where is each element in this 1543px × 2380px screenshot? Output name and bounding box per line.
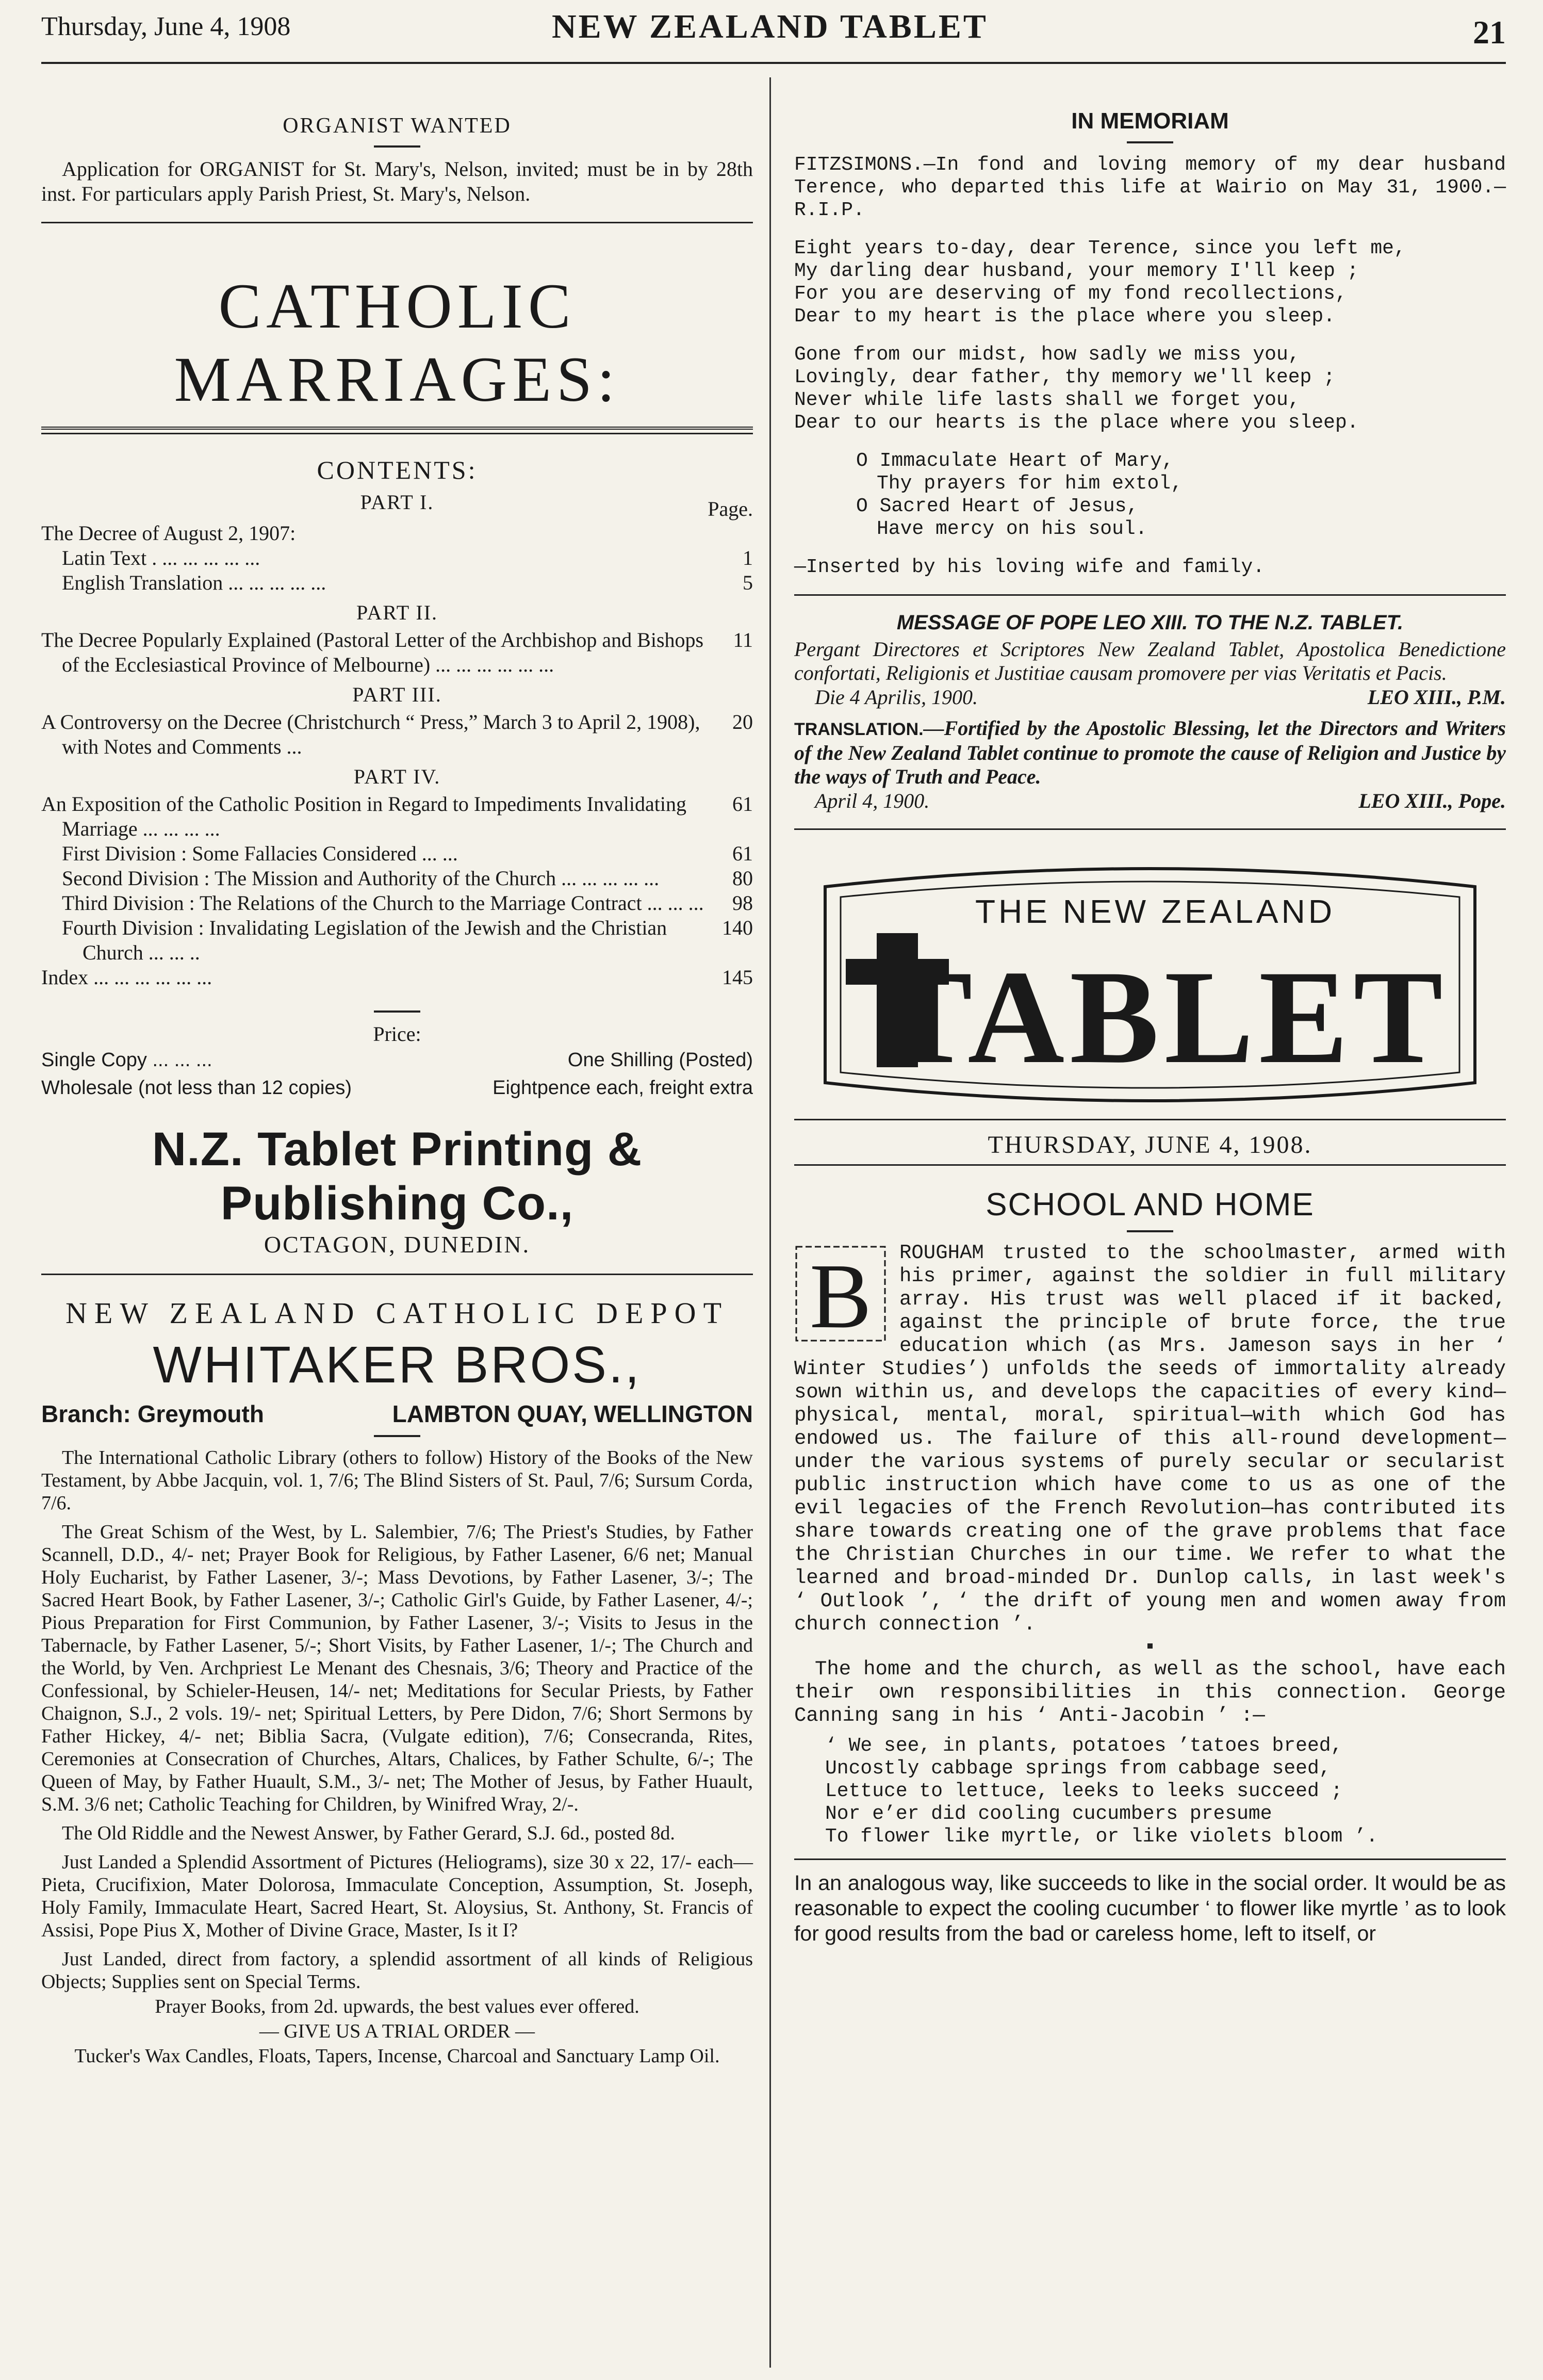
tablet-masthead xyxy=(794,856,1506,1114)
contents-heading: CONTENTS: xyxy=(317,455,478,484)
issue-date: THURSDAY, JUNE 4, 1908. xyxy=(988,1131,1312,1159)
translation-sign: LEO XIII., Pope. xyxy=(1358,789,1506,812)
divider xyxy=(41,222,753,223)
divider xyxy=(794,1164,1506,1166)
header-date: Thursday, June 4, 1908 xyxy=(41,12,291,41)
left-column xyxy=(41,77,753,2067)
quote-line: Nor e’er did cooling cucumbers presume xyxy=(825,1803,1272,1825)
translation-date: April 4, 1900. xyxy=(815,789,930,812)
toc-entry xyxy=(41,628,753,677)
verse-line: Dear to our hearts is the place where you sleep. xyxy=(794,412,1359,434)
page-column-label: Page. xyxy=(708,497,753,520)
depot-address: LAMBTON QUAY, WELLINGTON xyxy=(392,1400,753,1427)
column-rule xyxy=(769,77,771,2368)
verse-line: Lovingly, dear father, thy memory we'll keep ; xyxy=(794,366,1335,388)
quote-line: To flower like myrtle, or like violets bloom ’. xyxy=(825,1825,1378,1848)
depot-heading: NEW ZEALAND CATHOLIC DEPOT xyxy=(65,1296,729,1330)
toc-page: 11 xyxy=(733,628,753,651)
toc-entry xyxy=(41,521,753,546)
toc-entry xyxy=(41,841,753,866)
toc-entry xyxy=(41,546,753,570)
part-heading: PART III. xyxy=(352,683,442,706)
quote-line: ‘ We see, in plants, potatoes ’tatoes breed, xyxy=(825,1735,1343,1757)
pope-translation xyxy=(794,716,1506,789)
verse-line: Thy prayers for him extol, xyxy=(877,472,1183,495)
verse-line: Gone from our midst, how sadly we miss you, xyxy=(794,344,1300,366)
memoriam-inserted: —Inserted by his loving wife and family. xyxy=(794,556,1265,578)
price-heading: Price: xyxy=(373,1022,421,1046)
toc-text: An Exposition of the Catholic Position in Regard to Impediments Invalidating Marriage ... ... ... ... xyxy=(41,792,686,840)
part-heading: PART I. xyxy=(360,491,434,514)
memoriam-verse xyxy=(794,344,1506,434)
dropcap-letter: B xyxy=(809,1245,872,1343)
toc-text: First Division : Some Fallacies Considered ... ... xyxy=(62,842,458,865)
toc-page: 5 xyxy=(743,571,753,594)
ad-paragraph: The Great Schism of the West, by L. Salembier, 7/6; The Priest's Studies, by Father Scannell, D.D., 4/- net; Prayer Book for Religious, by Father Lasener, 6/6 net; Manual Holy Eucharist, by Father Lasener, 3/-; Mass Devotions, by Father Lasener, 3/-; The Sacred Heart Book, by Father Lasener, 3/-; Catholic Girl's Guide, by Father Lasener, 4/-; Pious Preparation for First Communion, by Father Lasener, 3/-; Visits to Jesus in the Tabernacle, by Father Lasener, 5/-; Short Visits, by Father Lasener, 1/-; The Church and the World, by Ven. Archpriest Le Menant des Chesnais, 3/6; Theory and Practice of the Confessional, by Schieler-Heusen, 14/- net; Meditations for Secular Priests, by Father Chaignon, S.J., 2 vols. 19/- net; Spiritual Letters, by Pere Didon, 7/6; Short Sermons by Father Hickey, 4/- net; Biblia Sacra, (Vulgate edition), 7/6; Consecranda, Rites, Ceremonies at Consecration of Churches, Altars, Chalices, by Father Schulte, 6/-; The Queen of May, by Father Huault, S.M., 3/- net; The Mother of Jesus, by Father Huault, S.M. 3/6 net; Catholic Teaching for Children, by Winifred Wray, 2/-. xyxy=(41,1521,753,1815)
divider xyxy=(794,594,1506,596)
toc-entry xyxy=(41,792,753,841)
toc-page: 80 xyxy=(732,867,753,890)
pope-latin-signature xyxy=(794,685,1506,709)
right-column xyxy=(794,77,1506,1946)
ad-paragraph: The International Catholic Library (others to follow) History of the Books of the New Testament, by Abbe Jacquin, vol. 1, 7/6; The Blind Sisters of St. Paul, 7/6; Sursum Corda, 7/6. xyxy=(41,1447,753,1514)
wholesale-price: Eightpence each, freight extra xyxy=(493,1077,753,1099)
toc-page: 61 xyxy=(732,792,753,816)
header-publication: NEW ZEALAND TABLET xyxy=(552,8,988,45)
divider xyxy=(41,1274,753,1275)
part-heading: PART II. xyxy=(356,601,438,624)
editorial-paragraph: The home and the church, as well as the school, have each their own responsibilities in this connection. George Canning sang in his ‘ Anti-Jacobin ’ :— xyxy=(794,1658,1506,1727)
toc-text: Third Division : The Relations of the Church to the Marriage Contract ... ... ... xyxy=(62,891,704,915)
divider xyxy=(794,1859,1506,1860)
divider xyxy=(374,1010,420,1013)
masthead-line1: THE NEW ZEALAND xyxy=(975,893,1336,930)
single-copy-price: One Shilling (Posted) xyxy=(567,1049,753,1071)
memoriam-notice: FITZSIMONS.—In fond and loving memory of my dear husband Terence, who departed this life at Wairio on May 31, 1900.—R.I.P. xyxy=(794,154,1506,221)
publisher-address: OCTAGON, DUNEDIN. xyxy=(264,1231,531,1258)
catholic-marriages-title: CATHOLIC MARRIAGES: xyxy=(174,271,620,415)
firm-name: WHITAKER BROS., xyxy=(153,1336,642,1394)
memoriam-heading: IN MEMORIAM xyxy=(1071,108,1229,134)
organist-heading: ORGANIST WANTED xyxy=(283,114,512,138)
page-number: 21 xyxy=(1473,14,1506,51)
translation-label: TRANSLATION. xyxy=(794,720,924,739)
toc-entry xyxy=(41,866,753,891)
divider xyxy=(374,1435,420,1437)
verse-line: Dear to my heart is the place where you sleep. xyxy=(794,305,1335,328)
verse-line: My darling dear husband, your memory I'll keep ; xyxy=(794,260,1359,282)
translation-text: —Fortified by the Apostolic Blessing, let the Directors and Writers of the New Zealand Tablet continue to promote the cause of Religion and Justice by the ways of Truth and Peace. xyxy=(794,716,1506,788)
toc-page: 20 xyxy=(732,710,753,733)
toc-entry xyxy=(41,916,753,965)
divider xyxy=(794,1119,1506,1120)
verse-line: Have mercy on his soul. xyxy=(877,518,1147,540)
branch-text: Branch: Greymouth xyxy=(41,1400,264,1427)
pope-message-heading: MESSAGE OF POPE LEO XIII. TO THE N.Z. TABLET. xyxy=(896,611,1404,634)
toc-entry xyxy=(41,891,753,916)
part-heading: PART IV. xyxy=(353,765,441,788)
divider xyxy=(1127,1230,1173,1232)
canning-quote xyxy=(825,1735,1506,1848)
price-row-wholesale xyxy=(41,1074,753,1102)
branch-row xyxy=(41,1400,753,1428)
ad-paragraph: Just Landed a Splendid Assortment of Pictures (Heliograms), size 30 x 22, 17/- each—Pieta, Crucifixion, Mater Dolorosa, Immaculate Conception, Assumption, St. Joseph, Holy Family, Immaculate Heart, Sacred Heart, St. Aloysius, St. Anthony, St. Francis of Assisi, Pope Pius X, Mother of Divine Grace, Master, Is it I? xyxy=(41,1851,753,1941)
toc-entry xyxy=(41,570,753,595)
toc-page: 145 xyxy=(722,966,753,989)
toc-page: 61 xyxy=(732,842,753,865)
memoriam-prayer xyxy=(794,450,1506,541)
pope-translation-signature xyxy=(794,789,1506,813)
toc-text: Fourth Division : Invalidating Legislation of the Jewish and the Christian Church ... ... .. xyxy=(62,916,667,964)
quote-line: Uncostly cabbage springs from cabbage seed, xyxy=(825,1757,1331,1780)
toc-text: The Decree of August 2, 1907: xyxy=(41,521,296,545)
candles-line: Tucker's Wax Candles, Floats, Tapers, Incense, Charcoal and Sanctuary Lamp Oil. xyxy=(74,2045,720,2067)
running-header xyxy=(41,0,1506,67)
toc-page: 98 xyxy=(732,891,753,915)
price-row-single xyxy=(41,1046,753,1074)
editorial-paragraph: In an analogous way, like succeeds to like in the social order. It would be as reasonable to expect the cooling cucumber ‘ to flower like myrtle ’ as to look for good results from the bad or careless home, left to itself, or xyxy=(794,1871,1506,1945)
quote-line: Lettuce to lettuce, leeks to leeks succeed ; xyxy=(825,1780,1343,1802)
trial-order-line: — GIVE US A TRIAL ORDER — xyxy=(259,2020,535,2042)
toc-entry xyxy=(41,710,753,759)
verse-line: Never while life lasts shall we forget you, xyxy=(794,389,1300,411)
verse-line: O Immaculate Heart of Mary, xyxy=(856,450,1174,472)
toc-entry-index xyxy=(41,965,753,990)
publisher-name: N.Z. Tablet Printing & Publishing Co., xyxy=(152,1123,643,1230)
latin-date: Die 4 Aprilis, 1900. xyxy=(815,686,978,709)
ad-paragraph: Just Landed, direct from factory, a splendid assortment of all kinds of Religious Objects; Supplies sent on Special Terms. xyxy=(41,1948,753,1993)
double-rule xyxy=(41,427,753,434)
organist-text: Application for ORGANIST for St. Mary's, Nelson, invited; must be in by 28th inst. For particulars apply Parish Priest, St. Mary's, Nelson. xyxy=(41,157,753,205)
separator-dot xyxy=(1147,1643,1153,1649)
divider xyxy=(794,828,1506,830)
pope-latin-text: Pergant Directores et Scriptores New Zealand Tablet, Apostolica Benedictione confortati, Religionis et Justitiae causam promovere per vias Veritatis et Pacis. xyxy=(794,638,1506,684)
editorial-paragraph: ROUGHAM trusted to the schoolmaster, armed with his primer, against the soldier in full military array. His trust was well placed if it backed, against the principle of brute force, the true education which (as Mrs. Jameson says in her ‘ Winter Studies’) unfolds the seeds of immortality already sown within us, and develops the capacities of every kind—physical, mental, moral, spiritual—with which God has endowed us. The failure of this all-round development—under the various systems of purely secular or secularist public instruction which have come to us as one of the evil legacies of the French Revolution—has contributed its share towards creating one of the grave problems that face the Christian Churches in our time. We refer to what the learned and broad-minded Dr. Dunlop calls, in last week's ‘ Outlook ’, ‘ the drift of young men and women away from church connection ’. xyxy=(794,1242,1506,1636)
verse-line: Eight years to-day, dear Terence, since you left me, xyxy=(794,237,1406,259)
masthead-graphic xyxy=(794,856,1506,1114)
verse-line: For you are deserving of my fond recollections, xyxy=(794,283,1347,305)
masthead-line2: TABLET xyxy=(883,943,1448,1091)
single-copy-label: Single Copy ... ... ... xyxy=(41,1049,212,1071)
divider xyxy=(1127,141,1173,143)
toc-page: 140 xyxy=(722,916,753,939)
ornamental-dropcap xyxy=(794,1245,887,1343)
toc-text: Index ... ... ... ... ... ... xyxy=(41,966,212,989)
toc-page xyxy=(717,521,753,546)
prayer-books-line: Prayer Books, from 2d. upwards, the best values ever offered. xyxy=(155,1996,639,2017)
toc-text: The Decree Popularly Explained (Pastoral Letter of the Archbishop and Bishops of the Ecclesiastical Province of Melbourne) ... ... ... ... ... ... xyxy=(41,628,704,676)
latin-sign: LEO XIII., P.M. xyxy=(1367,686,1506,709)
ad-paragraph: The Old Riddle and the Newest Answer, by Father Gerard, S.J. 6d., posted 8d. xyxy=(62,1822,675,1844)
toc-text: Latin Text . ... ... ... ... ... xyxy=(62,546,260,569)
toc-text: A Controversy on the Decree (Christchurch “ Press,” March 3 to April 2, 1908), with Notes and Comments ... xyxy=(41,710,700,758)
wholesale-label: Wholesale (not less than 12 copies) xyxy=(41,1077,352,1099)
divider xyxy=(374,145,420,148)
editorial-heading: SCHOOL AND HOME xyxy=(986,1187,1315,1222)
memoriam-verse xyxy=(794,237,1506,328)
header-rule xyxy=(41,62,1506,64)
verse-line: O Sacred Heart of Jesus, xyxy=(856,495,1139,517)
toc-text: English Translation ... ... ... ... ... xyxy=(62,571,326,594)
toc-page: 1 xyxy=(743,546,753,569)
toc-text: Second Division : The Mission and Authority of the Church ... ... ... ... ... xyxy=(62,867,660,890)
